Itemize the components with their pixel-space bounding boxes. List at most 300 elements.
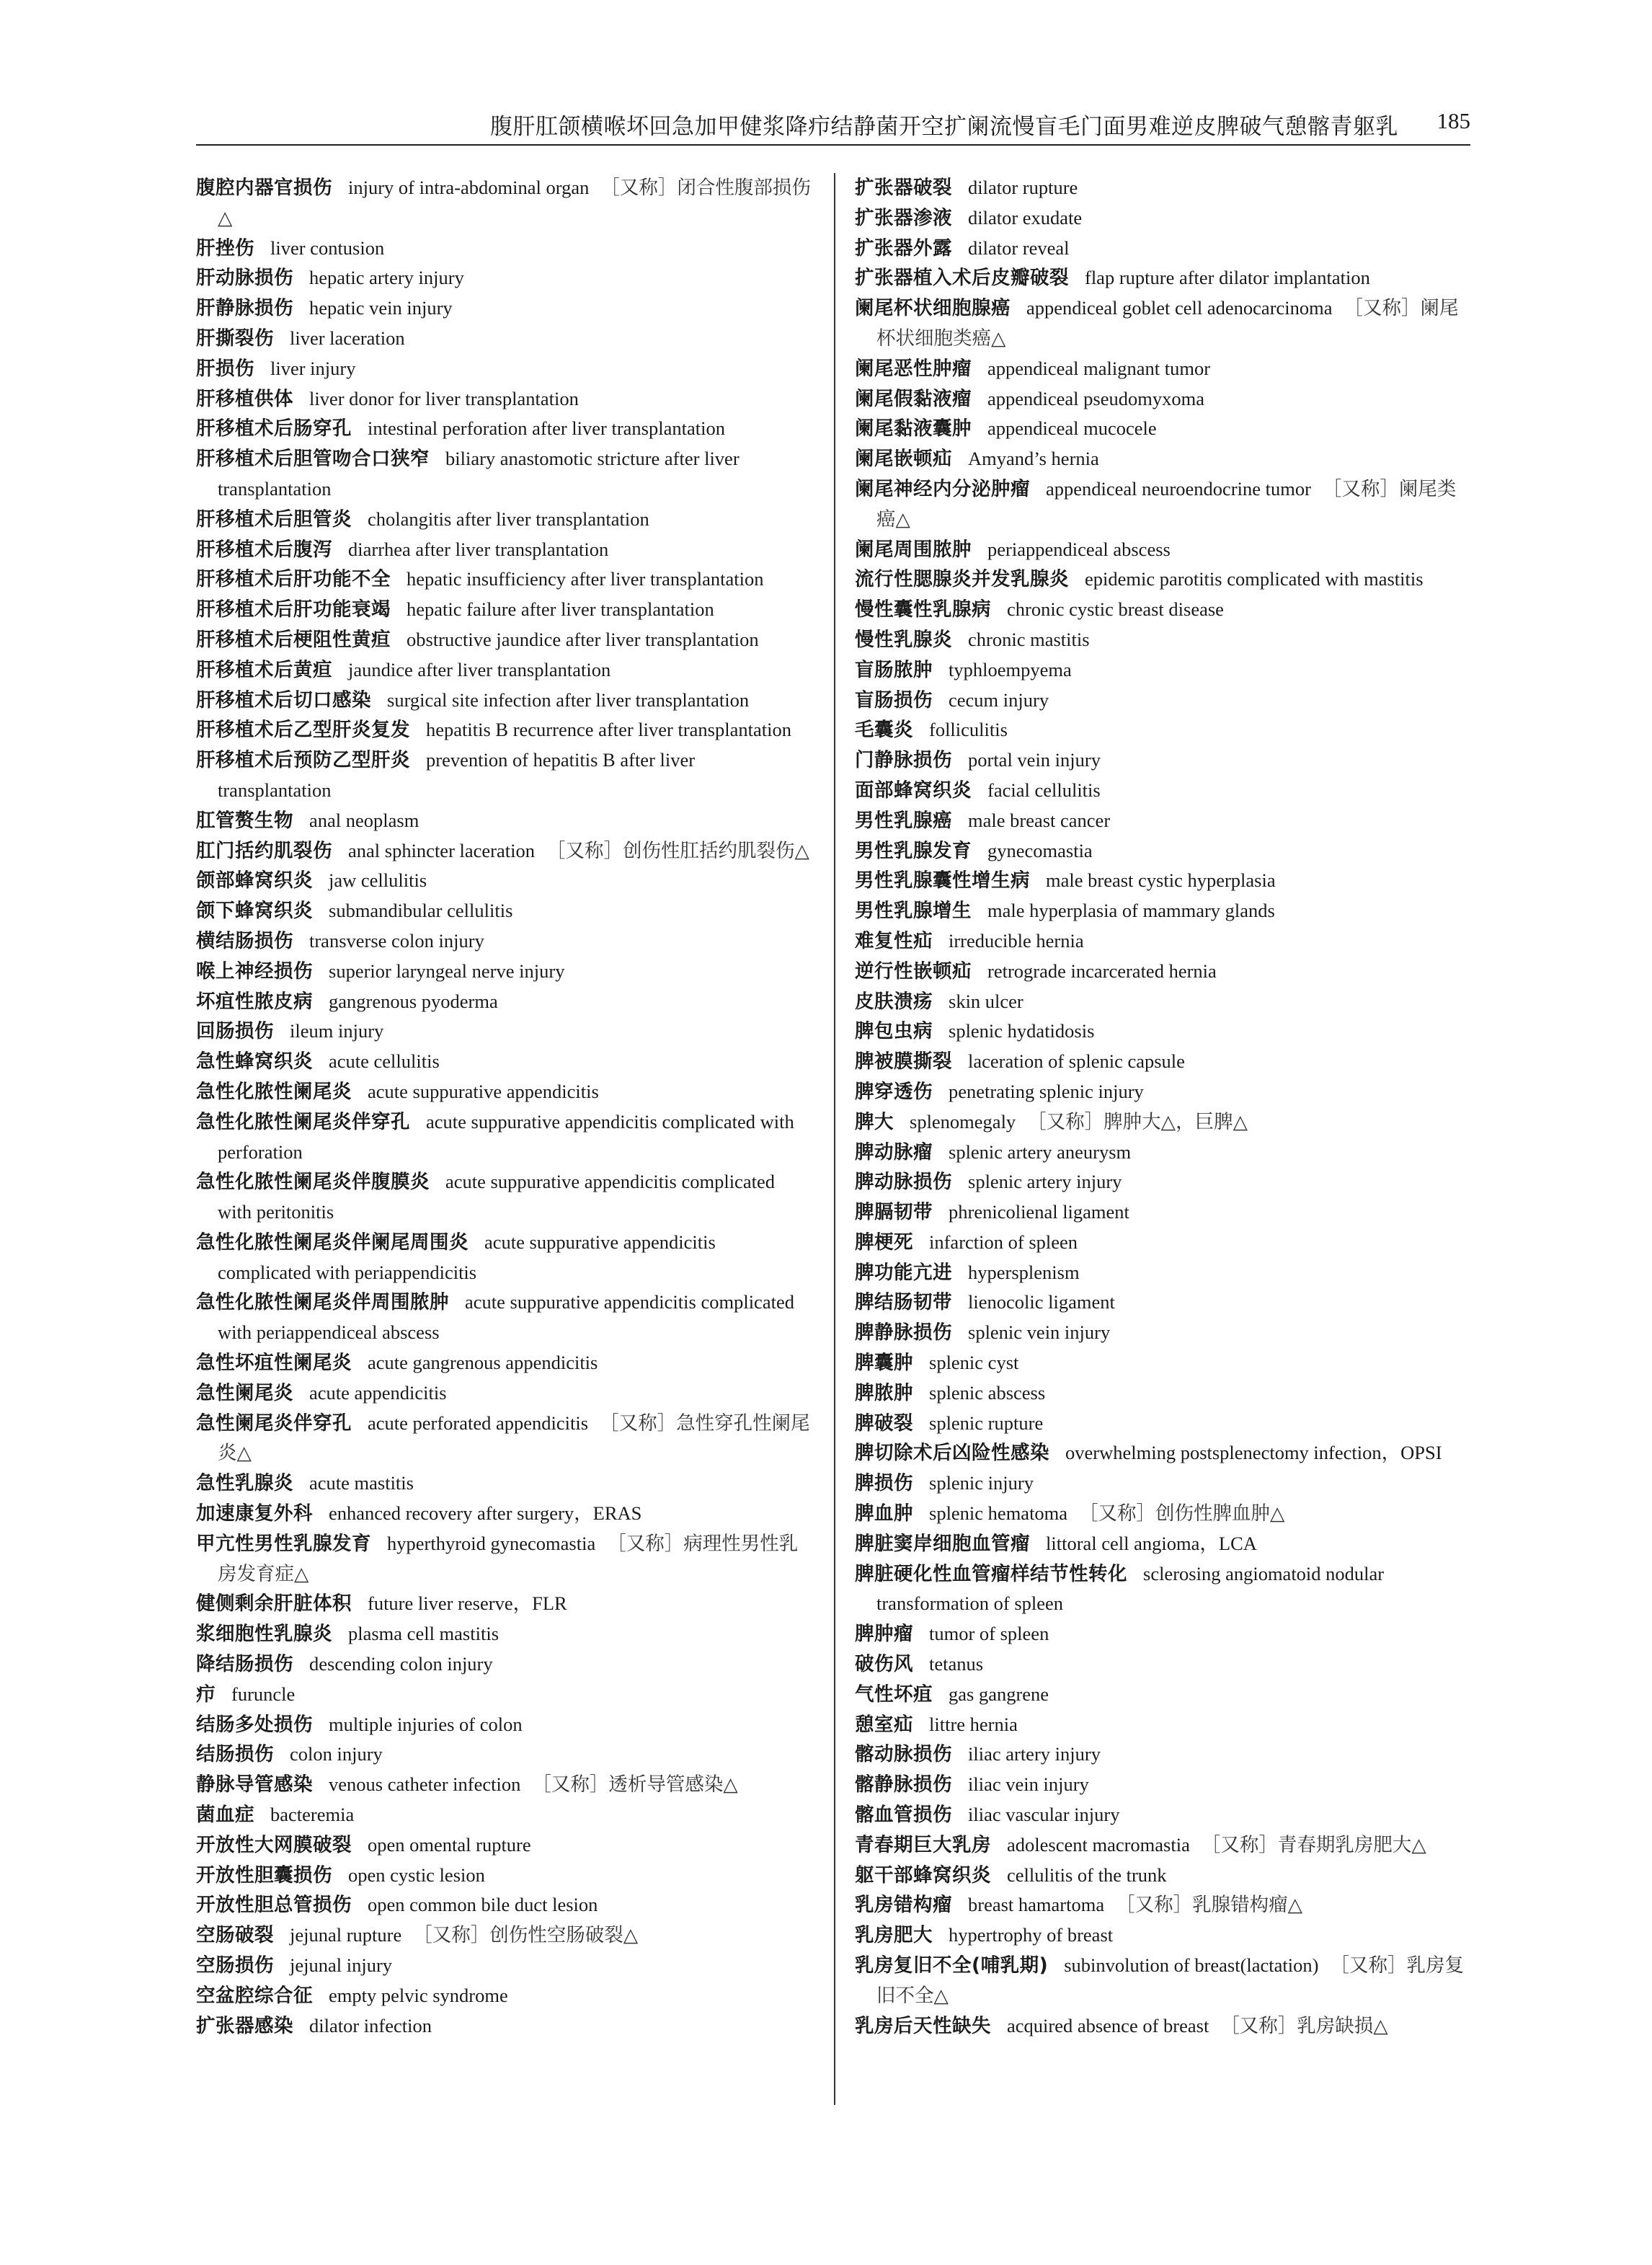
term-chinese: 难复性疝 bbox=[855, 929, 933, 952]
term-chinese: 喉上神经损伤 bbox=[196, 959, 313, 983]
term-english: appendiceal neuroendocrine tumor bbox=[1046, 477, 1311, 500]
glossary-entry bbox=[196, 414, 813, 444]
glossary-entry bbox=[855, 1951, 1472, 2011]
glossary-entry bbox=[855, 414, 1472, 444]
glossary-entry bbox=[196, 715, 813, 745]
term-english: folliculitis bbox=[929, 719, 1008, 741]
term-english: littre hernia bbox=[929, 1713, 1018, 1735]
term-chinese: 躯干部蜂窝织炎 bbox=[855, 1863, 991, 1887]
term-chinese: 扩张器破裂 bbox=[855, 177, 952, 199]
term-chinese: 脾被膜撕裂 bbox=[855, 1050, 952, 1073]
glossary-entry bbox=[855, 987, 1472, 1017]
term-chinese: 坏疽性脓皮病 bbox=[196, 990, 313, 1013]
glossary-entry bbox=[196, 1348, 813, 1378]
term-synonym: ［又称］闭合性腹部损伤△ bbox=[218, 177, 811, 229]
term-english: tumor of spleen bbox=[929, 1623, 1049, 1645]
term-english: skin ulcer bbox=[949, 990, 1023, 1012]
term-chinese: 肛门括约肌裂伤 bbox=[196, 839, 332, 862]
term-english: venous catheter infection bbox=[329, 1773, 521, 1796]
term-chinese: 慢性乳腺炎 bbox=[855, 628, 952, 651]
term-english: intestinal perforation after liver transplantation bbox=[368, 417, 725, 440]
glossary-entry bbox=[196, 1409, 813, 1469]
glossary-entry bbox=[855, 474, 1472, 535]
term-english: portal vein injury bbox=[968, 749, 1101, 771]
term-english: tetanus bbox=[929, 1653, 984, 1675]
term-synonym: ［又称］青春期乳房肥大△ bbox=[1201, 1833, 1426, 1856]
term-chinese: 逆行性嵌顿疝 bbox=[855, 959, 972, 983]
term-english: acute suppurative appendicitis complicated with perforation bbox=[218, 1110, 794, 1163]
term-chinese: 男性乳腺增生 bbox=[855, 900, 972, 923]
glossary-entry bbox=[855, 1378, 1472, 1409]
term-synonym: ［又称］乳房复旧不全△ bbox=[876, 1954, 1464, 2007]
glossary-entry bbox=[855, 1438, 1472, 1468]
term-chinese: 急性化脓性阑尾炎伴穿孔 bbox=[196, 1110, 410, 1133]
glossary-entry bbox=[855, 745, 1472, 776]
term-english: hepatic vein injury bbox=[309, 297, 453, 319]
glossary-entry bbox=[855, 776, 1472, 806]
glossary-entry bbox=[196, 1861, 813, 1891]
term-chinese: 脾血肿 bbox=[855, 1502, 913, 1525]
term-english: enhanced recovery after surgery，ERAS bbox=[329, 1502, 642, 1525]
term-chinese: 颌部蜂窝织炎 bbox=[196, 869, 313, 892]
term-chinese: 肝移植术后肠穿孔 bbox=[196, 417, 352, 440]
term-chinese: 阑尾嵌顿疝 bbox=[855, 448, 952, 471]
term-english: obstructive jaundice after liver transplantation bbox=[407, 628, 759, 650]
term-chinese: 男性乳腺囊性增生病 bbox=[855, 869, 1030, 892]
glossary-entry bbox=[196, 293, 813, 324]
term-english: gynecomastia bbox=[987, 839, 1093, 861]
term-english: prevention of hepatitis B after liver transplantation bbox=[218, 749, 696, 801]
term-synonym: ［又称］创伤性脾血肿△ bbox=[1079, 1502, 1285, 1525]
glossary-entry bbox=[855, 686, 1472, 716]
term-english: splenic vein injury bbox=[968, 1321, 1111, 1344]
term-chinese: 开放性胆总管损伤 bbox=[196, 1894, 352, 1917]
term-synonym: ［又称］透析导管感染△ bbox=[532, 1773, 738, 1796]
term-chinese: 回肠损伤 bbox=[196, 1020, 274, 1043]
glossary-entry bbox=[855, 1559, 1472, 1620]
glossary-entry bbox=[855, 715, 1472, 745]
term-chinese: 毛囊炎 bbox=[855, 719, 913, 742]
term-english: infarction of spleen bbox=[929, 1231, 1078, 1253]
glossary-entry bbox=[855, 866, 1472, 896]
glossary-entry bbox=[855, 1258, 1472, 1288]
glossary-entry bbox=[855, 1529, 1472, 1559]
term-chinese: 肝移植术后黄疸 bbox=[196, 658, 332, 681]
term-chinese: 急性化脓性阑尾炎伴周围脓肿 bbox=[196, 1291, 449, 1314]
term-english: chronic mastitis bbox=[968, 628, 1090, 650]
glossary-entry bbox=[196, 1529, 813, 1590]
term-chinese: 脾脏窦岸细胞血管瘤 bbox=[855, 1532, 1030, 1555]
term-english: liver injury bbox=[270, 357, 356, 379]
glossary-entry bbox=[855, 836, 1472, 866]
term-english: open cystic lesion bbox=[348, 1863, 485, 1886]
page-number: 185 bbox=[1436, 108, 1470, 133]
term-english: iliac artery injury bbox=[968, 1743, 1101, 1765]
term-english: dilator rupture bbox=[968, 177, 1078, 198]
glossary-entry bbox=[855, 444, 1472, 474]
term-chinese: 结肠损伤 bbox=[196, 1743, 274, 1766]
glossary-entry bbox=[855, 1287, 1472, 1318]
term-english: acute perforated appendicitis bbox=[368, 1411, 589, 1434]
term-english: acquired absence of breast bbox=[1007, 2014, 1209, 2036]
glossary-entry bbox=[855, 173, 1472, 203]
glossary-entry bbox=[855, 1197, 1472, 1228]
glossary-entry bbox=[196, 1710, 813, 1740]
term-chinese: 乳房复旧不全(哺乳期) bbox=[855, 1954, 1049, 1977]
term-english: liver contusion bbox=[270, 236, 385, 259]
glossary-entry bbox=[196, 2011, 813, 2042]
term-english: splenic hydatidosis bbox=[949, 1020, 1095, 1042]
term-english: acute suppurative appendicitis complicated with periappendicitis bbox=[218, 1231, 716, 1283]
term-english: phrenicolienal ligament bbox=[949, 1201, 1129, 1223]
term-chinese: 肝移植术后肝功能不全 bbox=[196, 568, 391, 591]
glossary-entry bbox=[855, 1138, 1472, 1168]
term-english: gangrenous pyoderma bbox=[329, 990, 498, 1012]
term-english: irreducible hernia bbox=[949, 929, 1084, 952]
glossary-entry bbox=[196, 896, 813, 926]
term-english: acute appendicitis bbox=[309, 1381, 447, 1404]
term-english: cellulitis of the trunk bbox=[1007, 1863, 1167, 1886]
term-chinese: 脾包虫病 bbox=[855, 1020, 933, 1043]
term-english: splenic rupture bbox=[929, 1411, 1044, 1434]
glossary-entry bbox=[855, 1016, 1472, 1047]
term-english: chronic cystic breast disease bbox=[1007, 598, 1224, 621]
term-synonym: ［又称］阑尾类癌△ bbox=[876, 477, 1457, 531]
column-divider bbox=[834, 173, 835, 2105]
glossary-entry bbox=[196, 987, 813, 1017]
term-chinese: 乳房后天性缺失 bbox=[855, 2014, 991, 2037]
glossary-entry bbox=[196, 655, 813, 686]
glossary-entry bbox=[196, 1287, 813, 1348]
term-chinese: 肝挫伤 bbox=[196, 236, 254, 260]
term-chinese: 横结肠损伤 bbox=[196, 929, 293, 952]
term-english: splenomegaly bbox=[910, 1110, 1016, 1132]
term-english: epidemic parotitis complicated with mastitis bbox=[1085, 568, 1424, 590]
term-english: hepatic failure after liver transplantation bbox=[407, 598, 714, 621]
glossary-entry bbox=[855, 1649, 1472, 1680]
term-english: jaundice after liver transplantation bbox=[348, 658, 611, 681]
glossary-entry bbox=[196, 1077, 813, 1107]
glossary-entry bbox=[855, 1619, 1472, 1649]
glossary-entry bbox=[196, 1649, 813, 1680]
term-chinese: 脾大 bbox=[855, 1110, 894, 1133]
term-synonym: ［又称］乳腺错构瘤△ bbox=[1116, 1894, 1302, 1917]
term-english: acute suppurative appendicitis bbox=[368, 1080, 599, 1102]
term-chinese: 甲亢性男性乳腺发育 bbox=[196, 1532, 371, 1555]
term-chinese: 脾动脉损伤 bbox=[855, 1171, 952, 1194]
term-chinese: 肝移植术后胆管炎 bbox=[196, 507, 352, 531]
term-chinese: 脾损伤 bbox=[855, 1472, 913, 1495]
glossary-entry bbox=[196, 595, 813, 625]
glossary-entry bbox=[196, 1378, 813, 1409]
glossary-entry bbox=[196, 1680, 813, 1710]
glossary-entry bbox=[196, 836, 813, 866]
term-english: acute gangrenous appendicitis bbox=[368, 1352, 598, 1374]
glossary-entry bbox=[855, 203, 1472, 234]
glossary-entry bbox=[855, 384, 1472, 415]
term-chinese: 破伤风 bbox=[855, 1653, 913, 1676]
term-english: acute mastitis bbox=[309, 1472, 414, 1494]
term-english: open common bile duct lesion bbox=[368, 1894, 598, 1916]
term-chinese: 盲肠脓肿 bbox=[855, 658, 933, 681]
glossary-entry bbox=[855, 595, 1472, 625]
term-english: diarrhea after liver transplantation bbox=[348, 538, 609, 560]
term-english: sclerosing angiomatoid nodular transformation of spleen bbox=[876, 1562, 1385, 1615]
glossary-entry bbox=[196, 1468, 813, 1499]
term-chinese: 肝损伤 bbox=[196, 357, 254, 380]
glossary-entry bbox=[855, 1680, 1472, 1710]
glossary-entry bbox=[855, 926, 1472, 957]
term-english: cecum injury bbox=[949, 688, 1049, 711]
term-chinese: 急性坏疽性阑尾炎 bbox=[196, 1352, 352, 1375]
glossary-entry bbox=[196, 1016, 813, 1047]
term-chinese: 憩室疝 bbox=[855, 1713, 913, 1736]
term-chinese: 扩张器植入术后皮瓣破裂 bbox=[855, 267, 1069, 290]
term-english: submandibular cellulitis bbox=[329, 900, 513, 922]
glossary-entry bbox=[196, 866, 813, 896]
term-chinese: 腹腔内器官损伤 bbox=[196, 177, 332, 199]
term-synonym: ［又称］乳房缺损△ bbox=[1220, 2014, 1388, 2037]
glossary-entry bbox=[855, 263, 1472, 293]
term-chinese: 健侧剩余肝脏体积 bbox=[196, 1592, 352, 1615]
term-chinese: 肝动脉损伤 bbox=[196, 267, 293, 290]
term-chinese: 脾穿透伤 bbox=[855, 1080, 933, 1103]
term-chinese: 脾脓肿 bbox=[855, 1381, 913, 1404]
term-english: breast hamartoma bbox=[968, 1894, 1105, 1916]
glossary-entry bbox=[855, 1348, 1472, 1378]
glossary-entry bbox=[855, 354, 1472, 384]
term-english: hepatitis B recurrence after liver transplantation bbox=[426, 719, 791, 741]
glossary-entry bbox=[855, 1920, 1472, 1951]
term-chinese: 气性坏疽 bbox=[855, 1683, 933, 1706]
term-chinese: 脾切除术后凶险性感染 bbox=[855, 1442, 1049, 1465]
term-english: laceration of splenic capsule bbox=[968, 1050, 1185, 1073]
glossary-entry bbox=[855, 1800, 1472, 1830]
glossary-entry bbox=[196, 234, 813, 264]
term-chinese: 阑尾黏液囊肿 bbox=[855, 417, 972, 440]
term-english: plasma cell mastitis bbox=[348, 1623, 499, 1645]
term-synonym: ［又称］病理性男性乳房发育症△ bbox=[218, 1532, 799, 1585]
term-english: penetrating splenic injury bbox=[949, 1080, 1144, 1102]
term-chinese: 慢性囊性乳腺病 bbox=[855, 598, 991, 621]
term-chinese: 肝移植术后乙型肝炎复发 bbox=[196, 719, 410, 742]
term-english: liver laceration bbox=[290, 327, 405, 349]
term-synonym: ［又称］创伤性肛括约肌裂伤△ bbox=[546, 839, 809, 862]
term-chinese: 脾脏硬化性血管瘤样结节性转化 bbox=[855, 1562, 1127, 1585]
term-english: dilator infection bbox=[309, 2014, 432, 2036]
term-english: anal sphincter laceration bbox=[348, 839, 535, 861]
glossary-entry bbox=[855, 625, 1472, 655]
term-chinese: 阑尾假黏液瘤 bbox=[855, 387, 972, 410]
term-english: hyperthyroid gynecomastia bbox=[387, 1532, 596, 1554]
glossary-entry bbox=[855, 1770, 1472, 1800]
term-english: typhloempyema bbox=[949, 658, 1072, 681]
running-header bbox=[196, 107, 1470, 146]
term-english: splenic abscess bbox=[929, 1381, 1046, 1404]
term-english: surgical site infection after liver transplantation bbox=[387, 688, 750, 711]
term-english: colon injury bbox=[290, 1743, 383, 1765]
term-chinese: 阑尾神经内分泌肿瘤 bbox=[855, 477, 1030, 500]
glossary-entry bbox=[855, 1167, 1472, 1197]
glossary-entry bbox=[855, 2011, 1472, 2042]
term-chinese: 开放性大网膜破裂 bbox=[196, 1833, 352, 1856]
term-english: cholangitis after liver transplantation bbox=[368, 507, 649, 530]
term-chinese: 乳房错构瘤 bbox=[855, 1894, 952, 1917]
term-english: hypersplenism bbox=[968, 1261, 1080, 1283]
term-synonym: ［又称］急性穿孔性阑尾炎△ bbox=[218, 1411, 810, 1465]
glossary-entry bbox=[196, 1981, 813, 2011]
term-chinese: 急性阑尾炎 bbox=[196, 1381, 293, 1404]
term-chinese: 脾功能亢进 bbox=[855, 1261, 952, 1284]
term-chinese: 阑尾恶性肿瘤 bbox=[855, 357, 972, 380]
glossary-entry bbox=[196, 1167, 813, 1228]
glossary-entry bbox=[196, 1107, 813, 1168]
term-english: lienocolic ligament bbox=[968, 1291, 1115, 1313]
term-english: furuncle bbox=[231, 1683, 296, 1705]
term-chinese: 肝移植术后胆管吻合口狭窄 bbox=[196, 448, 430, 471]
term-chinese: 肛管赘生物 bbox=[196, 809, 293, 832]
term-english: hepatic artery injury bbox=[309, 267, 464, 289]
term-chinese: 开放性胆囊损伤 bbox=[196, 1863, 332, 1887]
right-column bbox=[855, 173, 1472, 2041]
term-chinese: 菌血症 bbox=[196, 1804, 254, 1827]
term-chinese: 扩张器外露 bbox=[855, 236, 952, 260]
term-english: iliac vein injury bbox=[968, 1773, 1089, 1796]
term-chinese: 急性化脓性阑尾炎 bbox=[196, 1080, 352, 1103]
term-chinese: 扩张器渗液 bbox=[855, 206, 952, 229]
glossary-entry bbox=[196, 263, 813, 293]
term-chinese: 髂血管损伤 bbox=[855, 1804, 952, 1827]
glossary-entry bbox=[196, 1739, 813, 1770]
term-english: liver donor for liver transplantation bbox=[309, 387, 579, 409]
term-chinese: 皮肤溃疡 bbox=[855, 990, 933, 1013]
glossary-entry bbox=[196, 806, 813, 836]
term-english: gas gangrene bbox=[949, 1683, 1049, 1705]
term-english: retrograde incarcerated hernia bbox=[987, 959, 1217, 982]
term-english: overwhelming postsplenectomy infection，OPSI bbox=[1065, 1442, 1442, 1464]
glossary-entry bbox=[855, 1890, 1472, 1920]
glossary-entry bbox=[855, 1228, 1472, 1258]
glossary-entry bbox=[855, 896, 1472, 926]
term-english: hepatic insufficiency after liver transplantation bbox=[407, 568, 764, 590]
term-chinese: 脾膈韧带 bbox=[855, 1201, 933, 1224]
term-english: transverse colon injury bbox=[309, 929, 484, 952]
term-english: male breast cystic hyperplasia bbox=[1046, 869, 1276, 892]
term-chinese: 阑尾杯状细胞腺癌 bbox=[855, 297, 1011, 320]
term-chinese: 脾结肠韧带 bbox=[855, 1291, 952, 1314]
glossary-entry bbox=[855, 535, 1472, 565]
term-chinese: 面部蜂窝织炎 bbox=[855, 779, 972, 802]
glossary-entry bbox=[855, 655, 1472, 686]
term-chinese: 盲肠损伤 bbox=[855, 688, 933, 712]
glossary-entry bbox=[196, 354, 813, 384]
term-english: male breast cancer bbox=[968, 809, 1111, 831]
term-english: multiple injuries of colon bbox=[329, 1713, 523, 1735]
term-chinese: 髂静脉损伤 bbox=[855, 1773, 952, 1796]
glossary-entry bbox=[855, 957, 1472, 987]
term-chinese: 肝移植术后腹泻 bbox=[196, 538, 332, 561]
glossary-entry bbox=[196, 1047, 813, 1077]
term-chinese: 降结肠损伤 bbox=[196, 1653, 293, 1676]
term-chinese: 急性乳腺炎 bbox=[196, 1472, 293, 1495]
term-english: anal neoplasm bbox=[309, 809, 419, 831]
glossary-entry bbox=[196, 1920, 813, 1951]
glossary-entry bbox=[855, 293, 1472, 354]
glossary-entry bbox=[855, 1710, 1472, 1740]
term-english: open omental rupture bbox=[368, 1833, 531, 1856]
glossary-entry bbox=[855, 806, 1472, 836]
glossary-entry bbox=[855, 1318, 1472, 1348]
glossary-entry bbox=[196, 384, 813, 415]
term-chinese: 颌下蜂窝织炎 bbox=[196, 900, 313, 923]
term-english: acute suppurative appendicitis complicated with periappendiceal abscess bbox=[218, 1291, 794, 1344]
term-chinese: 肝移植术后梗阻性黄疸 bbox=[196, 628, 391, 651]
term-english: injury of intra-abdominal organ bbox=[348, 177, 590, 198]
glossary-entry bbox=[196, 926, 813, 957]
term-english: facial cellulitis bbox=[987, 779, 1101, 801]
term-chinese: 脾动脉瘤 bbox=[855, 1140, 933, 1163]
term-chinese: 脾肿瘤 bbox=[855, 1623, 913, 1646]
glossary-entry bbox=[196, 1589, 813, 1619]
glossary-entry bbox=[855, 1499, 1472, 1529]
term-english: Amyand’s hernia bbox=[968, 448, 1099, 470]
term-chinese: 流行性腮腺炎并发乳腺炎 bbox=[855, 568, 1069, 591]
glossary-entry bbox=[855, 1409, 1472, 1439]
glossary-entry bbox=[855, 1468, 1472, 1499]
glossary-entry bbox=[196, 1228, 813, 1288]
term-chinese: 急性化脓性阑尾炎伴阑尾周围炎 bbox=[196, 1231, 468, 1254]
term-chinese: 加速康复外科 bbox=[196, 1502, 313, 1525]
term-english: acute suppurative appendicitis complicated with peritonitis bbox=[218, 1171, 775, 1223]
term-english: jejunal rupture bbox=[290, 1924, 402, 1946]
glossary-entry bbox=[855, 564, 1472, 595]
glossary-entry bbox=[196, 1499, 813, 1529]
term-english: subinvolution of breast(lactation) bbox=[1064, 1954, 1319, 1977]
term-english: future liver reserve，FLR bbox=[368, 1592, 567, 1615]
term-chinese: 空肠损伤 bbox=[196, 1954, 274, 1977]
glossary-entry bbox=[196, 625, 813, 655]
left-column bbox=[196, 173, 813, 2041]
term-english: splenic artery injury bbox=[968, 1171, 1122, 1193]
term-chinese: 疖 bbox=[196, 1683, 216, 1706]
term-synonym: ［又称］创伤性空肠破裂△ bbox=[413, 1924, 639, 1947]
term-chinese: 肝移植术后切口感染 bbox=[196, 688, 371, 712]
term-english: periappendiceal abscess bbox=[987, 538, 1171, 560]
glossary-entry bbox=[855, 1107, 1472, 1138]
term-english: empty pelvic syndrome bbox=[329, 1984, 508, 2006]
term-english: acute cellulitis bbox=[329, 1050, 440, 1073]
term-english: jaw cellulitis bbox=[329, 869, 427, 892]
term-english: ileum injury bbox=[290, 1020, 384, 1042]
term-english: splenic cyst bbox=[929, 1352, 1019, 1374]
term-english: appendiceal malignant tumor bbox=[987, 357, 1211, 379]
glossary-entry bbox=[855, 1739, 1472, 1770]
glossary-entry bbox=[196, 957, 813, 987]
term-english: superior laryngeal nerve injury bbox=[329, 959, 565, 982]
glossary-entry bbox=[855, 1830, 1472, 1861]
glossary-entry bbox=[196, 686, 813, 716]
glossary-entry bbox=[196, 1619, 813, 1649]
glossary-entry bbox=[196, 745, 813, 806]
glossary-entry bbox=[196, 1951, 813, 1981]
term-english: biliary anastomotic stricture after liver transplantation bbox=[218, 448, 740, 500]
term-chinese: 结肠多处损伤 bbox=[196, 1713, 313, 1736]
term-chinese: 肝静脉损伤 bbox=[196, 297, 293, 320]
glossary-entry bbox=[196, 324, 813, 354]
glossary-entry bbox=[196, 505, 813, 535]
term-chinese: 乳房肥大 bbox=[855, 1924, 933, 1947]
term-english: bacteremia bbox=[270, 1804, 355, 1826]
